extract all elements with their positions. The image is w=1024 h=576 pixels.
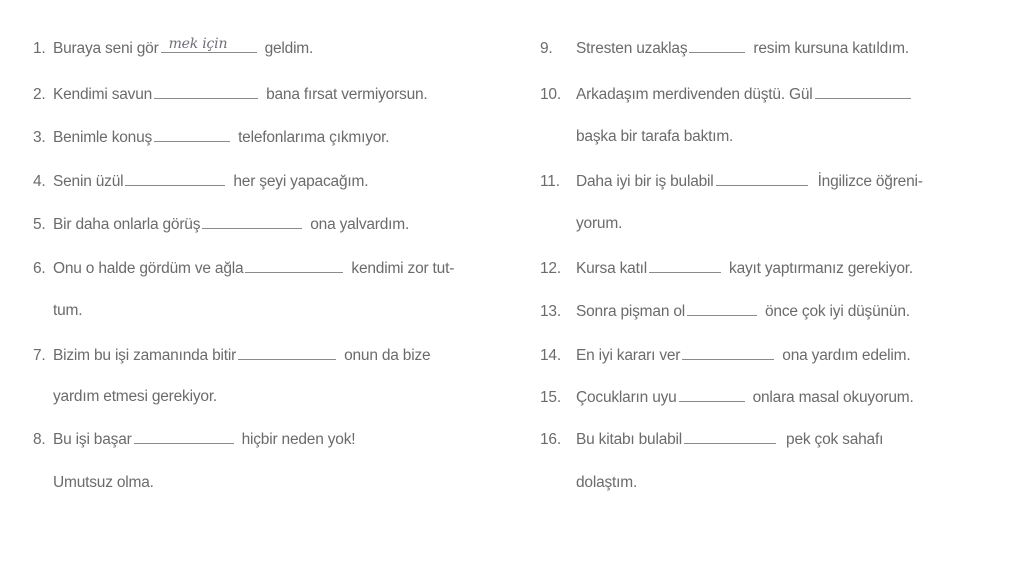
answer-blank[interactable] [687, 299, 757, 316]
exercise-line-continued: yorum. [576, 215, 623, 232]
answer-blank[interactable] [682, 343, 774, 360]
sentence-end: pek çok sahafı [786, 431, 884, 448]
sentence-start: Benimle konuş [53, 129, 153, 146]
exercise-line [540, 385, 914, 409]
sentence-start: Senin üzül [53, 173, 124, 190]
item-number: 8. [33, 431, 46, 448]
sentence-end: ona yalvardım. [310, 216, 410, 233]
sentence-end: hiçbir neden yok! [241, 431, 356, 448]
sentence-end: İngilizce öğreni- [817, 173, 923, 190]
exercise-line-continued: dolaştım. [576, 474, 638, 491]
sentence-start: Çocukların uyu [576, 389, 677, 406]
item-number: 16. [540, 431, 561, 448]
item-number: 9. [540, 40, 553, 57]
sentence-start: Bu kitabı bulabil [576, 431, 683, 448]
item-number: 13. [540, 303, 561, 320]
answer-blank[interactable] [684, 427, 776, 444]
answer-blank[interactable] [689, 36, 745, 53]
answer-blank[interactable] [125, 169, 225, 186]
answer-blank[interactable] [154, 82, 258, 99]
item-number: 15. [540, 389, 561, 406]
answer-blank[interactable] [815, 82, 911, 99]
sentence-start: Arkadaşım merdivenden düştü. Gül [576, 86, 813, 103]
exercise-line [33, 212, 409, 236]
answer-blank[interactable] [134, 427, 234, 444]
sentence-start: Kursa katıl [576, 260, 648, 277]
item-number: 12. [540, 260, 561, 277]
sentence-end: onun da bize [344, 347, 431, 364]
item-number: 11. [540, 173, 560, 190]
handwritten-answer: mek için [168, 36, 228, 52]
sentence-start: Bizim bu işi zamanında bitir [53, 347, 237, 364]
sentence-end: kendimi zor tut- [351, 260, 455, 277]
sentence-start: En iyi kararı ver [576, 347, 681, 364]
sentence-end: resim kursuna katıldım. [753, 40, 910, 57]
sentence-end: kayıt yaptırmanız gerekiyor. [729, 260, 913, 277]
item-number: 7. [33, 347, 46, 364]
item-number: 2. [33, 86, 46, 103]
sentence-end: önce çok iyi düşünün. [765, 303, 910, 320]
exercise-line [540, 299, 910, 323]
sentence-start: Bu işi başar [53, 431, 132, 448]
exercise-line [33, 125, 389, 149]
exercise-line [33, 343, 430, 367]
sentence-start: Bir daha onlarla görüş [53, 216, 201, 233]
answer-blank[interactable] [649, 256, 721, 273]
exercise-line-continued: yardım etmesi gerekiyor. [53, 388, 218, 405]
exercise-line [33, 36, 313, 60]
item-number: 3. [33, 129, 46, 146]
sentence-start: Daha iyi bir iş bulabil [576, 173, 714, 190]
item-number: 10. [540, 86, 561, 103]
sentence-end: telefonlarıma çıkmıyor. [238, 129, 390, 146]
exercise-line-continued: başka bir tarafa baktım. [576, 128, 734, 145]
exercise-line [540, 256, 913, 280]
sentence-end: bana fırsat vermiyorsun. [266, 86, 428, 103]
answer-blank[interactable] [202, 212, 302, 229]
exercise-line [540, 82, 913, 106]
sentence-end: her şeyi yapacağım. [233, 173, 369, 190]
answer-blank[interactable] [716, 169, 808, 186]
answer-blank[interactable] [679, 385, 745, 402]
exercise-line [33, 427, 355, 451]
sentence-end: geldim. [264, 40, 314, 57]
answer-blank[interactable] [154, 125, 230, 142]
sentence-start: Onu o halde gördüm ve ağla [53, 260, 244, 277]
sentence-end: ona yardım edelim. [782, 347, 911, 364]
exercise-line [540, 343, 911, 367]
answer-blank[interactable] [245, 256, 343, 273]
sentence-start: Kendimi savun [53, 86, 153, 103]
sentence-end: onlara masal okuyorum. [752, 389, 914, 406]
item-number: 4. [33, 173, 46, 190]
exercise-line [540, 427, 883, 451]
sentence-start: Buraya seni gör [53, 40, 159, 57]
item-number: 14. [540, 347, 561, 364]
exercise-line [540, 36, 909, 60]
answer-blank[interactable] [161, 36, 257, 53]
exercise-line [33, 256, 454, 280]
exercise-line [33, 169, 368, 193]
exercise-line [33, 82, 428, 106]
sentence-start: Stresten uzaklaş [576, 40, 688, 57]
sentence-start: Sonra pişman ol [576, 303, 686, 320]
item-number: 6. [33, 260, 46, 277]
exercise-line-continued: Umutsuz olma. [53, 474, 154, 491]
exercise-line [540, 169, 923, 193]
answer-blank[interactable] [238, 343, 336, 360]
exercise-line-continued: tum. [53, 302, 83, 319]
item-number: 1. [33, 40, 46, 57]
item-number: 5. [33, 216, 46, 233]
